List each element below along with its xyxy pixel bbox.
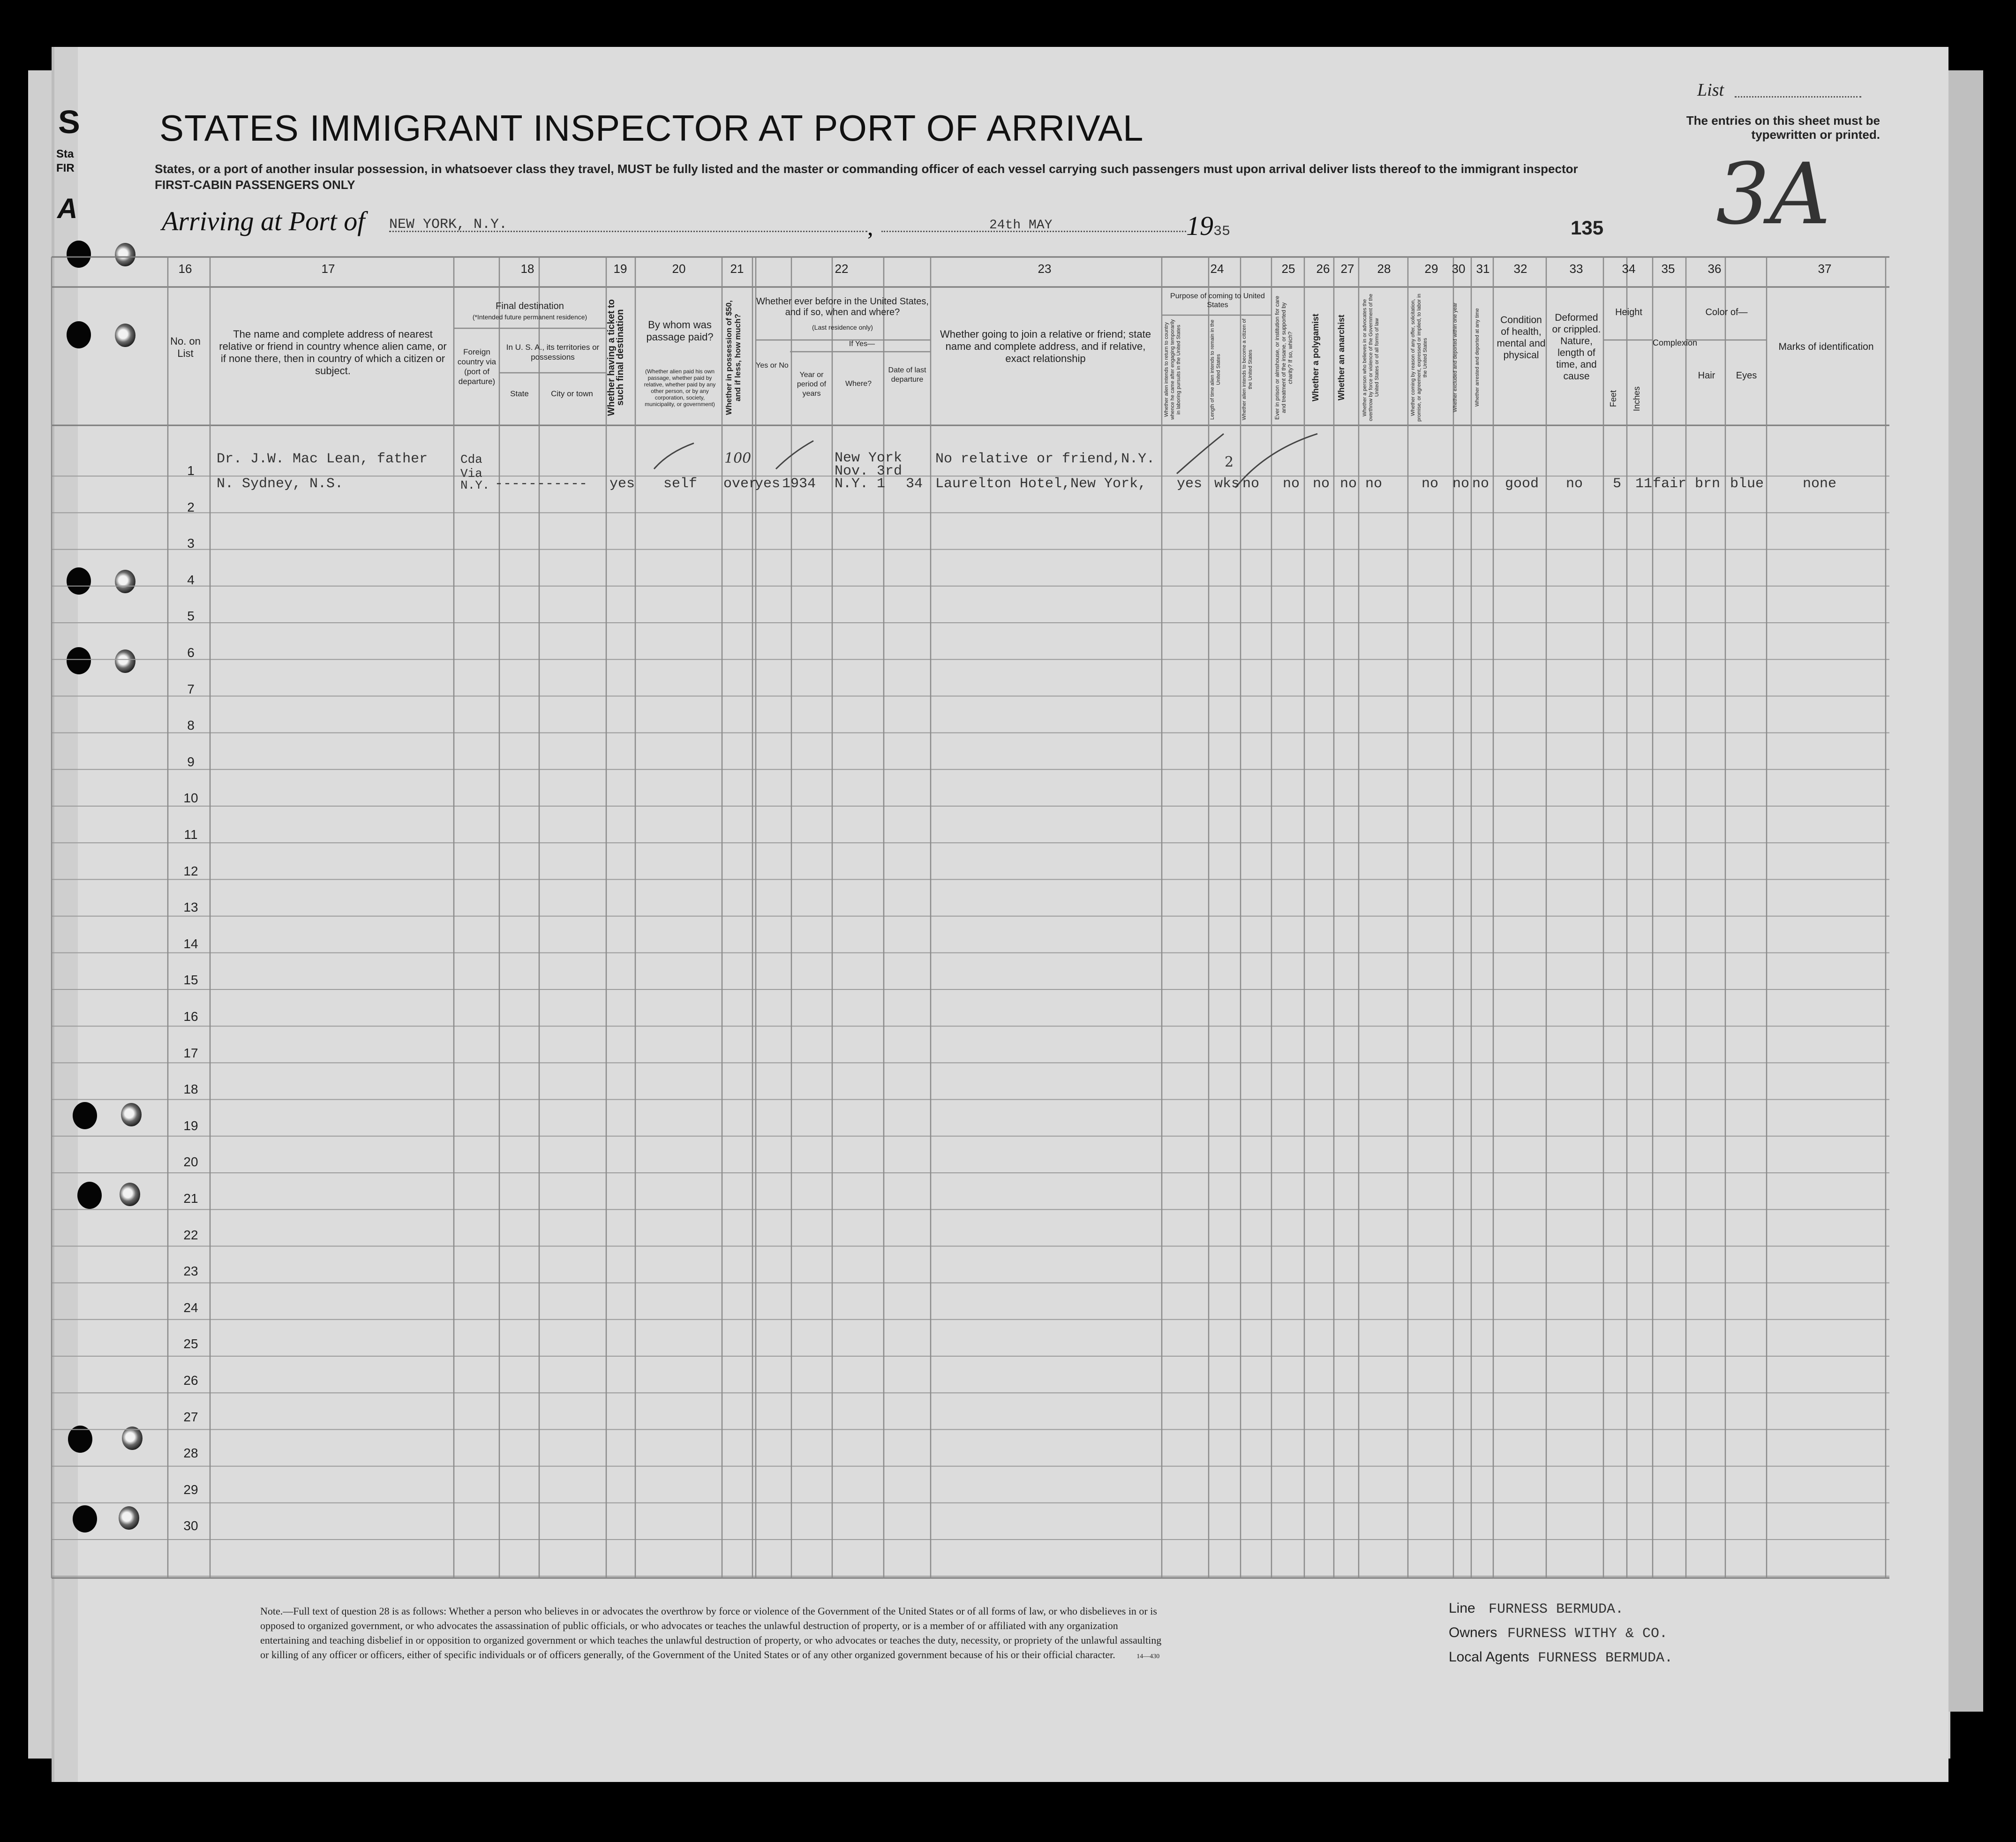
- form-code: 14—430: [1136, 1653, 1160, 1660]
- header-yes-no: Yes or No: [756, 362, 789, 370]
- column-number: 20: [672, 262, 686, 276]
- header-date-departure: Date of last departure: [888, 366, 926, 384]
- row-number: 15: [183, 973, 198, 988]
- arriving-label: Arriving at Port of: [162, 206, 365, 236]
- row-number: 22: [183, 1227, 198, 1242]
- column-number: 16: [178, 262, 192, 276]
- header-labor-offer: Whether coming by reason of any offer, solicitation, promise, or agreement, expressed or implied, to labor in the United States: [1410, 294, 1428, 422]
- labor-offer-value: no: [1422, 476, 1439, 492]
- row-number: 28: [183, 1446, 198, 1461]
- row-number: 24: [183, 1300, 198, 1315]
- stub-text: Sta: [56, 148, 74, 160]
- overthrow-value: no: [1365, 476, 1383, 492]
- header-deformed: Deformed or crippled. Nature, length of time, and cause: [1552, 312, 1601, 382]
- marks-value: none: [1803, 476, 1837, 492]
- header-hair: Hair: [1698, 370, 1715, 381]
- header-excluded: Whether excluded and deported within one year: [1452, 302, 1458, 413]
- column-number: 27: [1340, 262, 1354, 276]
- before-where: Nov. 3rd: [835, 463, 903, 479]
- before-yes: yes: [755, 476, 781, 492]
- header-height: Height: [1615, 307, 1642, 317]
- destination-dashes: -----------: [495, 476, 588, 492]
- header-purpose-citizen: Whether alien intends to become a citizen of the United States: [1241, 318, 1253, 421]
- comma: ,: [867, 214, 873, 240]
- header-foreign-country: Foreign country via (port of departure): [457, 347, 496, 386]
- relative-name: Dr. J.W. Mac Lean, father: [217, 451, 428, 467]
- footnote-text: Note.—Full text of question 28 is as follows: Whether a person who believes in or advocates the overthrow by force or violence of the Government of the United States or of all forms of law, or who disbelieves in or is opposed to organized government, or who advocates the assassination of public officials, or who advocates or teaches the unlawful destruction of property, or is a member of or affiliated with any organization entertaining and teaching disbelief in or opposition to organized government or which teaches the unlawful destruction of property, or who advocates or teaches the duty, necessity, or propriety of the unlawful assaulting or killing of any officer or officers, either of specific individuals or of officers generally, of the Government of the United States or of any other organized government because of his or their official character.: [260, 1605, 1162, 1661]
- stub-letter: S: [58, 104, 80, 140]
- header-health: Condition of health, mental and physical: [1497, 315, 1546, 361]
- row-number: 5: [187, 609, 195, 624]
- column-number: 23: [1038, 262, 1052, 276]
- header-join-relative: Whether going to join a relative or friend; state name and complete address, and if relative, exact relationship: [940, 328, 1151, 364]
- purpose-return: yes: [1177, 476, 1203, 492]
- column-number: 24: [1210, 262, 1224, 276]
- excluded-value: no: [1452, 476, 1470, 492]
- column-number: 22: [835, 262, 849, 276]
- header-usa: In U. S. A., its territories or possessions: [506, 343, 600, 362]
- header-final-destination-sub: (*Intended future permanent residence): [472, 313, 587, 321]
- header-ever-before-sub: (Last residence only): [812, 324, 873, 331]
- eyes-value: blue: [1730, 476, 1764, 492]
- column-number: 18: [520, 262, 534, 276]
- header-marks: Marks of identification: [1778, 341, 1874, 352]
- row-number: 2: [187, 499, 195, 514]
- foreign-via: Via: [460, 467, 482, 481]
- purpose-citizen: no: [1242, 476, 1260, 492]
- header-inches: Inches: [1632, 386, 1641, 411]
- port-value: NEW YORK, N.Y.: [389, 217, 508, 233]
- row-number: 20: [183, 1155, 198, 1170]
- inches-value: 11: [1635, 476, 1653, 492]
- footnote-question-28: [260, 1604, 1170, 1664]
- form-title: STATES IMMIGRANT INSPECTOR AT PORT OF ARRIVAL: [159, 107, 1144, 149]
- row-number: 29: [183, 1482, 198, 1497]
- column-number: 31: [1476, 262, 1490, 276]
- header-no-on-list: No. on List: [170, 335, 201, 359]
- column-number: 33: [1569, 262, 1583, 276]
- line-value: FURNESS BERMUDA.: [1489, 1601, 1624, 1617]
- before-where: New York: [835, 450, 903, 466]
- paid-by-value: self: [663, 476, 698, 492]
- relative-address: N. Sydney, N.S.: [217, 476, 344, 492]
- column-number: 32: [1513, 262, 1527, 276]
- header-if-yes: If Yes—: [849, 340, 875, 348]
- foreign-port: N.Y.: [460, 478, 490, 492]
- agents-label: Local Agents: [1449, 1649, 1529, 1665]
- column-number: 21: [730, 262, 744, 276]
- column-number: 30: [1452, 262, 1466, 276]
- header-eyes: Eyes: [1736, 370, 1757, 381]
- typewritten-note: The entries on this sheet must be typewritten or printed.: [1686, 113, 1880, 142]
- column-number: 34: [1622, 262, 1636, 276]
- prison-value: no: [1283, 476, 1300, 492]
- stub-text: FIR: [56, 162, 75, 174]
- header-year: Year or period of years: [797, 371, 827, 398]
- header-color: Color of—: [1705, 307, 1748, 317]
- row-number: 7: [187, 681, 195, 696]
- before-year: 1934: [782, 476, 816, 492]
- row-number: 18: [183, 1082, 198, 1097]
- header-overthrow: Whether a person who believes in or advocates the overthrow by force or violence of the Government of the United States or of all forms of law: [1362, 294, 1380, 422]
- join-relative: No relative or friend,N.Y.: [935, 451, 1155, 467]
- column-number: 19: [613, 262, 627, 276]
- row-number: 3: [187, 536, 195, 551]
- owners-value: FURNESS WITHY & CO.: [1507, 1626, 1668, 1642]
- foreign-country: Cda: [460, 453, 482, 467]
- row-number: 4: [187, 572, 195, 587]
- handwritten-list-number: 3A: [1716, 145, 1831, 243]
- column-number: 25: [1281, 262, 1295, 276]
- header-state: State: [510, 389, 529, 398]
- column-number: 26: [1316, 262, 1330, 276]
- row-number: 10: [183, 791, 198, 806]
- header-feet: Feet: [1609, 390, 1618, 408]
- row-number: 14: [183, 936, 198, 951]
- purpose-length: wks: [1214, 476, 1240, 492]
- join-address: Laurelton Hotel,New York,: [935, 476, 1147, 492]
- list-label: List: [1697, 80, 1724, 100]
- page-number: 135: [1571, 217, 1604, 239]
- hair-value: brn: [1695, 476, 1721, 492]
- header-purpose-length: Length of time alien intends to remain in the United States: [1210, 319, 1221, 420]
- anarchist-value: no: [1340, 476, 1357, 492]
- before-where: N.Y. 1: [835, 476, 886, 492]
- complexion-value: fair: [1653, 476, 1687, 492]
- column-number: 29: [1424, 262, 1438, 276]
- feet-value: 5: [1613, 476, 1622, 492]
- header-complexion: Complexion: [1653, 338, 1698, 347]
- vessel-owners: [1449, 1597, 1673, 1670]
- subtitle-line: States, or a port of another insular possession, in whatsoever class they travel, MUST be fully listed and the master or commanding officer of each vessel carrying such passengers must upon arrival deliver lists thereof to the immigrant inspector: [155, 162, 1578, 176]
- deformed-value: no: [1566, 476, 1583, 492]
- money-value: over: [723, 476, 758, 492]
- deported-value: no: [1472, 476, 1489, 492]
- owners-label: Owners: [1449, 1625, 1497, 1640]
- row-number: 30: [183, 1518, 198, 1533]
- row-number: 13: [183, 900, 198, 915]
- row-number: 17: [183, 1045, 198, 1060]
- year: 1935: [1186, 211, 1231, 241]
- date-value: 24th MAY: [989, 218, 1053, 233]
- header-final-destination: Final destination: [496, 301, 564, 311]
- column-number: 28: [1377, 262, 1391, 276]
- header-where: Where?: [845, 380, 872, 388]
- header-ever-before: Whether ever before in the United States, and if so, when and where?: [756, 296, 929, 317]
- row-number: 1: [187, 463, 195, 478]
- header-polygamist: Whether a polygamist: [1311, 313, 1320, 402]
- purpose-length-hand: 2: [1225, 454, 1234, 470]
- ticket-value: yes: [609, 476, 635, 492]
- header-ticket: Whether having a ticket to such final destination: [606, 299, 625, 416]
- header-passage-paid: By whom was passage paid?: [646, 319, 714, 343]
- header-deported: Whether arrested and deported at any time: [1474, 308, 1480, 407]
- line-label: Line: [1449, 1600, 1475, 1616]
- header-prison: Ever in prison or almshouse, or institution for care and treatment of the insane, or supported by charity? If so, which?: [1274, 295, 1294, 420]
- column-number: 37: [1818, 262, 1832, 276]
- before-date: 34: [906, 476, 923, 492]
- row-number: 16: [183, 1009, 198, 1024]
- agents-value: FURNESS BERMUDA.: [1538, 1650, 1673, 1666]
- header-passage-paid-sub: (Whether alien paid his own passage, whether paid by relative, whether paid by any other person, or by any corporation, society, municipality, or government): [644, 368, 716, 408]
- row-number: 6: [187, 645, 195, 660]
- stub-text: A: [57, 193, 78, 224]
- row-number: 19: [183, 1118, 198, 1133]
- row-number: 25: [183, 1336, 198, 1351]
- column-number: 17: [321, 262, 335, 276]
- row-number: 26: [183, 1373, 198, 1388]
- column-number: 35: [1661, 262, 1675, 276]
- subtitle-line: FIRST-CABIN PASSENGERS ONLY: [155, 178, 355, 192]
- column-number: 36: [1708, 262, 1722, 276]
- row-number: 21: [183, 1191, 198, 1206]
- row-number: 23: [183, 1264, 198, 1279]
- row-number: 8: [187, 718, 195, 733]
- header-purpose: Purpose of coming to United States: [1170, 292, 1265, 309]
- money-handwritten: 100: [724, 450, 752, 467]
- header-anarchist: Whether an anarchist: [1337, 314, 1346, 401]
- header-fifty-dollars: Whether in possession of $50, and if less, how much?: [724, 300, 742, 415]
- row-number: 11: [184, 827, 198, 842]
- health-value: good: [1505, 476, 1539, 492]
- row-number: 9: [187, 754, 195, 769]
- polygamist-value: no: [1313, 476, 1330, 492]
- row-number: 27: [183, 1409, 198, 1424]
- header-city: City or town: [551, 389, 593, 398]
- header-purpose-return: Whether alien intends to return to country whence he came after engaging temporarily in laboring pursuits in the United States: [1164, 319, 1181, 420]
- header-relative: The name and complete address of nearest relative or friend in country whence alien came, or if none there, then in country of which a citizen or subject.: [219, 328, 447, 377]
- row-number: 12: [183, 863, 198, 878]
